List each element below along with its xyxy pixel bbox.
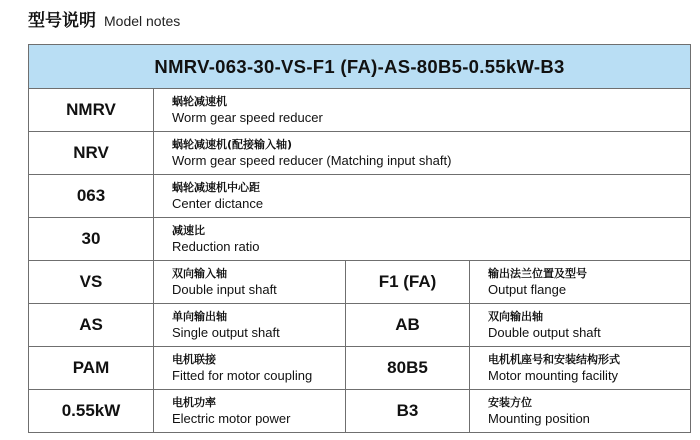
description-en: Mounting position <box>488 411 590 426</box>
description-cell <box>470 261 691 304</box>
page-title-cn: 型号说明 <box>28 11 96 31</box>
description-en: Double output shaft <box>488 325 601 340</box>
model-code-cell: 30 <box>29 218 154 261</box>
description-cn: 电机机座号和安装结构形式 <box>488 353 620 366</box>
description-cell <box>470 347 691 390</box>
description-cn: 安装方位 <box>488 396 532 409</box>
description-cn: 双向输入轴 <box>172 267 227 280</box>
description-en: Motor mounting facility <box>488 368 619 383</box>
table-row <box>29 132 691 175</box>
description-cn: 蜗轮减速机 <box>172 95 227 108</box>
description-cn: 电机功率 <box>172 396 216 409</box>
description-cn: 双向输出轴 <box>488 310 543 323</box>
description-cn: 蜗轮减速机中心距 <box>172 181 260 194</box>
description-cn: 蜗轮减速机(配接输入轴) <box>172 138 293 151</box>
description-cell <box>154 347 346 390</box>
description-en: Worm gear speed reducer <box>172 110 323 125</box>
description-cell <box>154 132 691 175</box>
description-cell <box>154 218 691 261</box>
table-row <box>29 304 691 347</box>
table-row <box>29 89 691 132</box>
page-title-en: Model notes <box>104 13 181 29</box>
model-code-cell: VS <box>29 261 154 304</box>
description-cn: 电机联接 <box>172 353 216 366</box>
description-en: Worm gear speed reducer (Matching input shaft) <box>172 153 452 168</box>
description-cell <box>470 390 691 433</box>
model-code-cell: NMRV <box>29 89 154 132</box>
model-code-cell: 0.55kW <box>29 390 154 433</box>
table-row <box>29 347 691 390</box>
model-code-header: NMRV-063-30-VS-F1 (FA)-AS-80B5-0.55kW-B3 <box>29 45 691 89</box>
model-code-cell: NRV <box>29 132 154 175</box>
page-title <box>28 6 180 34</box>
model-code-cell: AB <box>346 304 470 347</box>
table-row <box>29 175 691 218</box>
model-code-cell: 063 <box>29 175 154 218</box>
description-en: Single output shaft <box>172 325 280 340</box>
description-cell <box>154 175 691 218</box>
description-en: Double input shaft <box>172 282 277 297</box>
description-cell <box>154 390 346 433</box>
description-cn: 输出法兰位置及型号 <box>488 267 587 280</box>
description-cell <box>154 304 346 347</box>
description-cell <box>470 304 691 347</box>
model-code-cell: AS <box>29 304 154 347</box>
table-row <box>29 390 691 433</box>
description-cn: 单向输出轴 <box>172 310 227 323</box>
table-row <box>29 261 691 304</box>
description-cn: 减速比 <box>172 224 205 237</box>
description-cell <box>154 261 346 304</box>
description-en: Output flange <box>488 282 567 297</box>
description-cell <box>154 89 691 132</box>
description-en: Electric motor power <box>172 411 291 426</box>
description-en: Fitted for motor coupling <box>172 368 313 383</box>
description-en: Reduction ratio <box>172 239 260 254</box>
table-row <box>29 218 691 261</box>
model-code-cell: B3 <box>346 390 470 433</box>
model-notes-table <box>28 44 691 433</box>
model-code-cell: PAM <box>29 347 154 390</box>
model-code-cell: 80B5 <box>346 347 470 390</box>
description-en: Center dictance <box>172 196 264 211</box>
model-code-cell: F1 (FA) <box>346 261 470 304</box>
